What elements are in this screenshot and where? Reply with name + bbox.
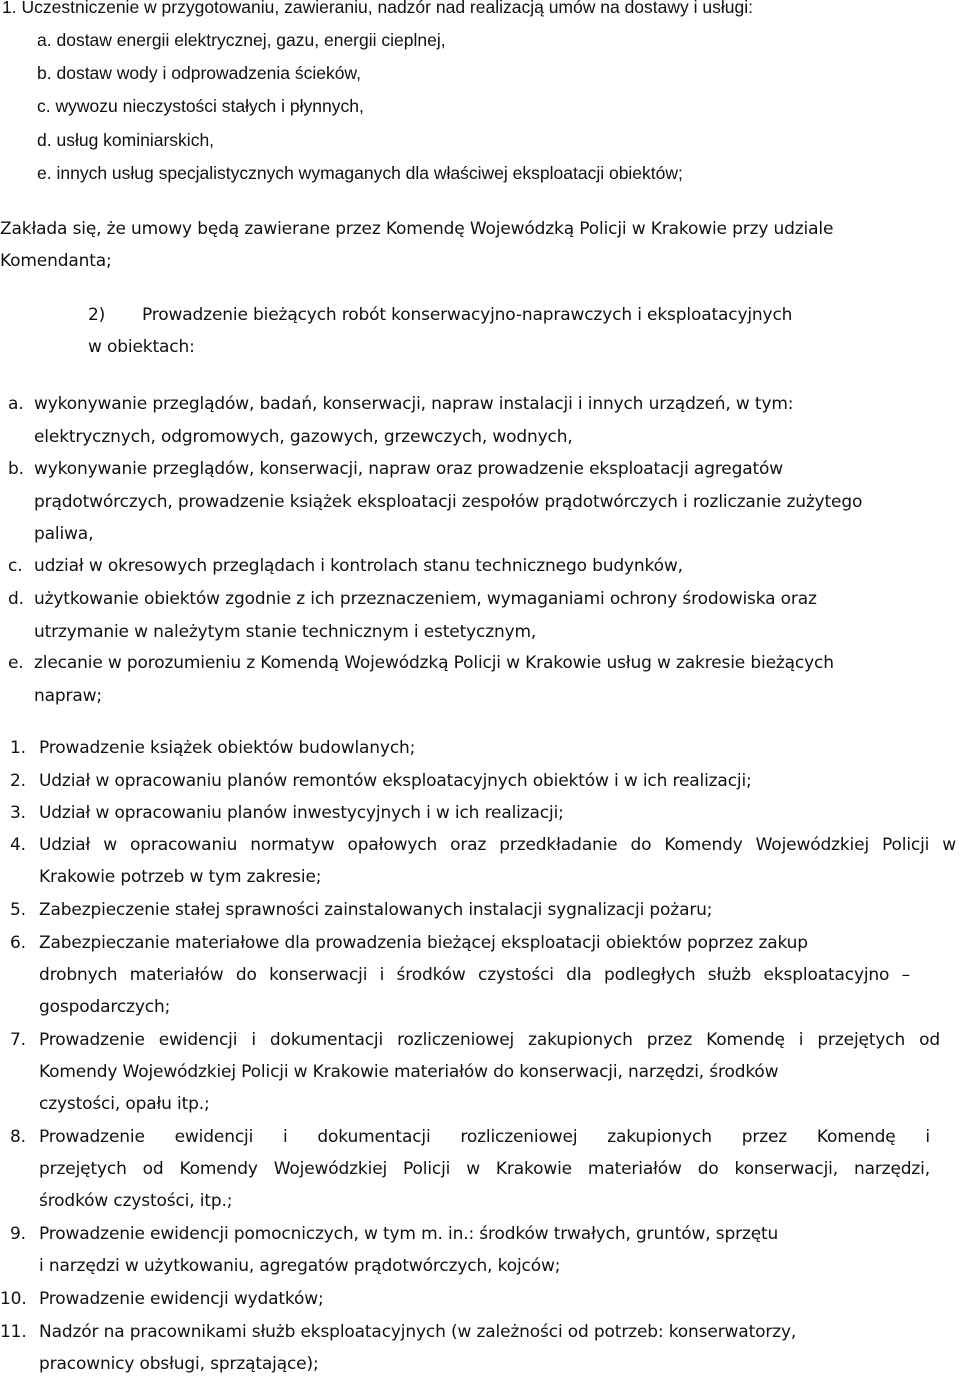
numbered-item-3 [10,797,954,829]
item-line: Zabezpieczenie stałej sprawności zainstalowanych instalacji sygnalizacji pożaru; [39,900,713,920]
numbered-item-11 [0,1316,944,1380]
item-line: zlecanie w porozumieniu z Komendą Wojewódzką Policji w Krakowie usług w zakresie bieżących [34,653,834,673]
section-2-item-e [8,647,888,712]
item-number: 11. [0,1322,27,1342]
item-line: utrzymanie w należytym stanie technicznym i estetycznym, [34,621,537,642]
item-line: środków czystości, itp.; [39,1191,233,1212]
item-line: Komendy Wojewódzkiej Policji w Krakowie materiałów do konserwacji, narzędzi, środków [39,1062,779,1083]
item-line: elektrycznych, odgromowych, gazowych, grzewczych, wodnych, [34,426,573,447]
paragraph-line: Zakłada się, że umowy będą zawierane przez Komendę Wojewódzką Policji w Krakowie przy udziale [0,219,834,239]
numbered-item-9 [10,1218,954,1282]
item-marker: e. [8,653,24,673]
section-1-text: Uczestniczenie w przygotowaniu, zawieraniu, nadzór nad realizacją umów na dostawy i usługi: [21,0,753,17]
numbered-item-4 [10,829,956,893]
item-number: 10. [0,1289,27,1309]
section-2-item-d [8,583,888,648]
section-2-title-line: w obiektach: [88,337,195,357]
item-number: 3. [10,803,26,823]
item-line: napraw; [34,685,102,706]
section-1-number: 1. [2,0,17,17]
item-marker: b. [8,459,24,479]
item-line: udział w okresowych przeglądach i kontrolach stanu technicznego budynków, [34,556,683,576]
item-marker: b. [37,63,52,83]
item-number: 4. [10,835,26,855]
item-line: Prowadzenie ewidencji i dokumentacji rozliczeniowej zakupionych przez Komendę i [39,1127,930,1147]
item-number: 7. [10,1030,26,1050]
section-1-item-d [37,125,214,156]
numbered-item-2 [10,765,954,797]
section-1-heading [2,0,753,23]
item-line: Prowadzenie ewidencji pomocniczych, w tym m. in.: środków trwałych, gruntów, sprzętu [39,1224,779,1244]
item-line: Udział w opracowaniu planów inwestycyjnych i w ich realizacji; [39,803,564,823]
item-line: przejętych od Komendy Wojewódzkiej Policji w Krakowie materiałów do konserwacji, narzędzi, [39,1159,930,1180]
item-line: Krakowie potrzeb w tym zakresie; [39,867,322,888]
item-text: innych usług specjalistycznych wymaganych dla właściwej eksploatacji obiektów; [56,163,683,183]
item-line: i narzędzi w użytkowaniu, agregatów prądotwórczych, kojców; [39,1256,561,1277]
section-2-title-line: Prowadzenie bieżących robót konserwacyjno-naprawczych i eksploatacyjnych [142,305,793,325]
item-line: pracownicy obsługi, sprzątające); [39,1354,319,1375]
item-marker: d. [37,130,52,150]
item-number: 6. [10,933,26,953]
item-line: Udział w opracowaniu planów remontów eksploatacyjnych obiektów i w ich realizacji; [39,771,752,791]
item-number: 1. [10,738,26,758]
numbered-item-10 [0,1283,944,1315]
section-2-item-b [8,453,888,551]
section-2-item-a [8,388,888,453]
item-marker: e. [37,163,52,183]
item-line: Prowadzenie ewidencji i dokumentacji rozliczeniowej zakupionych przez Komendę i przejętych od [39,1030,940,1050]
numbered-item-7 [10,1024,940,1121]
item-line: Prowadzenie książek obiektów budowlanych; [39,738,416,758]
item-marker: c. [37,96,51,116]
item-text: usług kominiarskich, [56,130,215,150]
item-line: użytkowanie obiektów zgodnie z ich przeznaczeniem, wymaganiami ochrony środowiska oraz [34,589,817,609]
section-2-item-c [8,550,888,583]
numbered-item-6 [10,927,910,1024]
item-line: Udział w opracowaniu normatyw opałowych oraz przedkładanie do Komendy Wojewódzkiej Policji w [39,835,956,855]
item-marker: d. [8,589,24,609]
item-marker: a. [8,394,24,414]
item-line: Zabezpieczanie materiałowe dla prowadzenia bieżącej eksploatacji obiektów poprzez zakup [39,933,808,953]
numbered-item-1 [10,732,954,764]
item-line: paliwa, [34,524,94,544]
numbered-item-5 [10,894,954,926]
section-2-heading [88,300,105,331]
item-line: gospodarczych; [39,997,171,1018]
item-text: wywozu nieczystości stałych i płynnych, [55,96,364,116]
item-line: wykonywanie przeglądów, konserwacji, napraw oraz prowadzenie eksploatacji agregatów [34,459,784,479]
item-text: dostaw energii elektrycznej, gazu, energii cieplnej, [56,30,446,50]
section-1-item-e [37,158,683,189]
item-number: 9. [10,1224,26,1244]
item-line: prądotwórczych, prowadzenie książek eksploatacji zespołów prądotwórczych i rozliczanie zużytego [34,491,863,512]
section-1-item-c [37,91,364,122]
item-text: dostaw wody i odprowadzenia ścieków, [56,63,361,83]
numbered-item-8 [10,1121,930,1218]
item-number: 5. [10,900,26,920]
item-line: wykonywanie przeglądów, badań, konserwacji, napraw instalacji i innych urządzeń, w tym: [34,394,794,414]
section-1-item-b [37,58,361,89]
paragraph-line: Komendanta; [0,251,112,271]
section-2-number: 2) [88,305,106,325]
item-number: 2. [10,771,26,791]
section-1-item-a [37,25,446,56]
item-line: Prowadzenie ewidencji wydatków; [39,1289,324,1309]
item-marker: a. [37,30,52,50]
item-number: 8. [10,1127,26,1147]
item-marker: c. [8,556,23,576]
item-line: Nadzór na pracownikami służb eksploatacyjnych (w zależności od potrzeb: konserwatorzy, [39,1322,797,1342]
item-line: czystości, opału itp.; [39,1094,210,1115]
item-line: drobnych materiałów do konserwacji i środków czystości dla podległych służb eksploatacyjno – [39,965,910,986]
